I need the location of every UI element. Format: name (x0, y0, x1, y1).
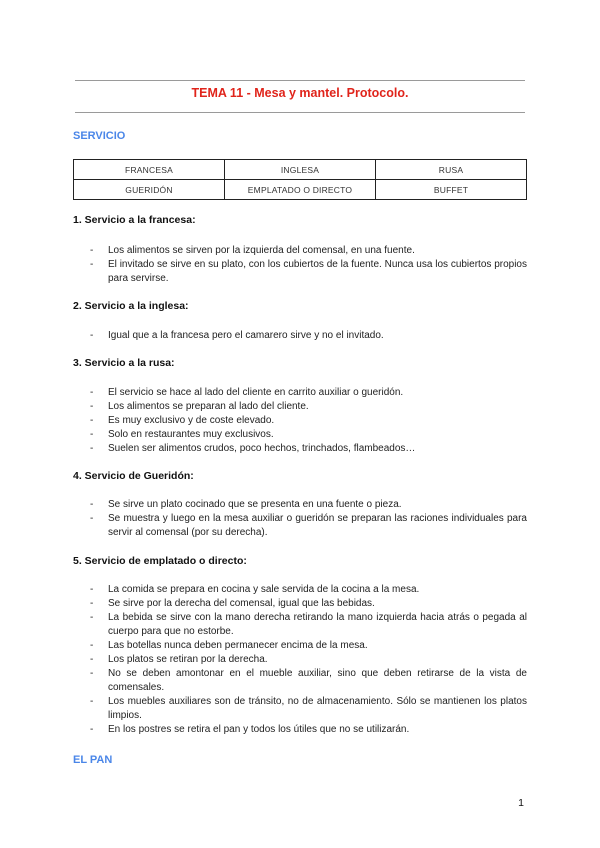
dash-bullet: - (90, 668, 94, 679)
heading-servicio-emplatado: 5. Servicio de emplatado o directo: (73, 555, 247, 567)
list-item (73, 667, 527, 695)
table-row (74, 160, 527, 180)
dash-bullet: - (90, 584, 94, 595)
list-item-text: Suelen ser alimentos crudos, poco hechos, trinchados, flambeados… (108, 443, 416, 454)
dash-bullet: - (90, 387, 94, 398)
list-item-text: Se sirve por la derecha del comensal, igual que las bebidas. (108, 598, 375, 609)
dash-bullet: - (90, 640, 94, 651)
dash-bullet: - (90, 415, 94, 426)
list-item-text: Los alimentos se preparan al lado del cliente. (108, 401, 309, 412)
heading-servicio-francesa: 1. Servicio a la francesa: (73, 214, 196, 226)
list-item-text: Los alimentos se sirven por la izquierda del comensal, en una fuente. (108, 245, 415, 256)
list-item (73, 428, 527, 442)
list-item-text: El servicio se hace al lado del cliente en carrito auxiliar o gueridón. (108, 387, 404, 398)
service-types-table (73, 159, 527, 200)
list-item (73, 244, 527, 258)
table-cell: INGLESA (225, 160, 376, 180)
dash-bullet: - (90, 401, 94, 412)
heading-servicio-inglesa: 2. Servicio a la inglesa: (73, 300, 189, 312)
list-item (73, 329, 527, 343)
dash-bullet: - (90, 513, 94, 524)
page-number: 1 (518, 797, 524, 809)
list-item-text: En los postres se retira el pan y todos los útiles que no se utilizarán. (108, 724, 410, 735)
list-item-text: Los platos se retiran por la derecha. (108, 654, 268, 665)
dash-bullet: - (90, 612, 94, 623)
list-item-text: Se sirve un plato cocinado que se presenta en una fuente o pieza. (108, 499, 402, 510)
list-item (73, 258, 527, 286)
list-item (73, 723, 527, 737)
list-item (73, 695, 527, 723)
list-item (73, 639, 527, 653)
table-cell: RUSA (376, 160, 527, 180)
list-item-text: El invitado se sirve en su plato, con los cubiertos de la fuente. Nunca usa los cubiertos propios para servirse. (108, 259, 527, 284)
list-item-text: La bebida se sirve con la mano derecha retirando la mano izquierda hacia atrás o pegada al cuerpo para que no estorbe. (108, 612, 527, 637)
list-gueridon (73, 498, 527, 540)
list-item-text: No se deben amontonar en el mueble auxiliar, sino que deben retirarse de la vista de comensales. (108, 668, 527, 693)
heading-servicio-rusa: 3. Servicio a la rusa: (73, 357, 175, 369)
list-item (73, 442, 527, 456)
dash-bullet: - (90, 245, 94, 256)
dash-bullet: - (90, 499, 94, 510)
list-item (73, 414, 527, 428)
table-cell: BUFFET (376, 180, 527, 200)
list-inglesa (73, 329, 527, 343)
section-heading-servicio: SERVICIO (73, 130, 126, 142)
list-item-text: Igual que a la francesa pero el camarero sirve y no el invitado. (108, 330, 384, 341)
list-rusa (73, 386, 527, 456)
heading-servicio-gueridon: 4. Servicio de Gueridón: (73, 470, 194, 482)
list-item-text: Las botellas nunca deben permanecer encima de la mesa. (108, 640, 368, 651)
list-item-text: Se muestra y luego en la mesa auxiliar o gueridón se preparan las raciones individuales para servir al comensal (por su derecha). (108, 513, 527, 538)
list-item (73, 400, 527, 414)
list-item (73, 498, 527, 512)
dash-bullet: - (90, 259, 94, 270)
list-emplatado (73, 583, 527, 737)
top-rule (75, 80, 525, 81)
list-francesa (73, 244, 527, 286)
dash-bullet: - (90, 696, 94, 707)
dash-bullet: - (90, 724, 94, 735)
list-item-text: Los muebles auxiliares son de tránsito, no de almacenamiento. Sólo se mantienen los platos limpios. (108, 696, 527, 721)
list-item-text: Solo en restaurantes muy exclusivos. (108, 429, 274, 440)
list-item (73, 386, 527, 400)
list-item (73, 597, 527, 611)
table-row (74, 180, 527, 200)
dash-bullet: - (90, 330, 94, 341)
list-item (73, 512, 527, 540)
section-heading-el-pan: EL PAN (73, 754, 113, 766)
dash-bullet: - (90, 443, 94, 454)
table-cell: GUERIDÓN (74, 180, 225, 200)
document-title: TEMA 11 - Mesa y mantel. Protocolo. (191, 86, 409, 100)
list-item (73, 653, 527, 667)
list-item (73, 611, 527, 639)
dash-bullet: - (90, 654, 94, 665)
list-item-text: La comida se prepara en cocina y sale servida de la cocina a la mesa. (108, 584, 420, 595)
table-cell: EMPLATADO O DIRECTO (225, 180, 376, 200)
list-item-text: Es muy exclusivo y de coste elevado. (108, 415, 275, 426)
title-bottom-rule (75, 112, 525, 113)
table-cell: FRANCESA (74, 160, 225, 180)
dash-bullet: - (90, 429, 94, 440)
list-item (73, 583, 527, 597)
dash-bullet: - (90, 598, 94, 609)
